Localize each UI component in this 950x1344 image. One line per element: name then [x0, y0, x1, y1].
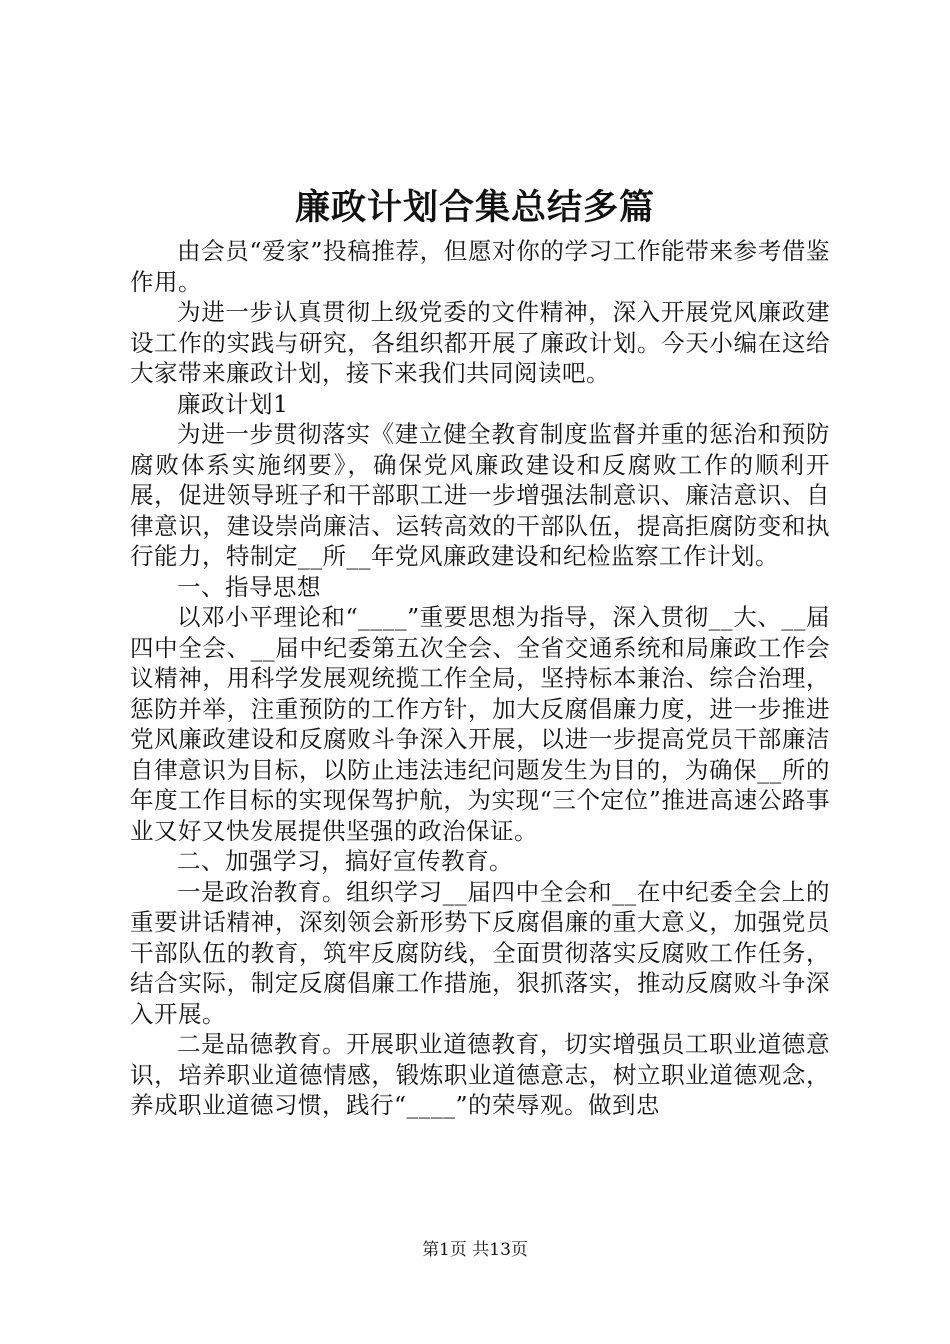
- page-number-footer: 第1页 共13页: [422, 1240, 528, 1260]
- document-body: [130, 210, 830, 1121]
- document-title: 廉政计划合集总结多篇: [294, 187, 655, 228]
- paragraph-moral-education: 二是品德教育。开展职业道德教育，切实增强员工职业道德意识，培养职业道德情感，锻炼职业道德意志，树立职业道德观念，养成职业道德习惯，践行“____”的荣辱观。做到忠: [130, 1030, 830, 1119]
- paragraph-intro: 由会员“爱家”投稿推荐，但愿对你的学习工作能带来参考借鉴作用。: [130, 237, 830, 296]
- section-heading-guiding-thought: 一、指导思想: [177, 572, 321, 601]
- section-heading-plan-1: 廉政计划1: [177, 389, 289, 418]
- section-heading-study: 二、加强学习，搞好宣传教育。: [177, 847, 513, 875]
- paragraph-preface: 为进一步认真贯彻上级党委的文件精神，深入开展党风廉政建设工作的实践与研究，各组织都开展了廉政计划。今天小编在这给大家带来廉政计划，接下来我们共同阅读吧。: [130, 298, 830, 387]
- paragraph-political-education: 一是政治教育。组织学习__届四中全会和__在中纪委全会上的重要讲话精神，深刻领会新形势下反腐倡廉的重大意义，加强党员干部队伍的教育，筑牢反腐防线，全面贯彻落实反腐败工作任务，结合实际，制定反腐倡廉工作措施，狠抓落实，推动反腐败斗争深入开展。: [130, 877, 830, 1028]
- paragraph-guiding-thought: 以邓小平理论和“____”重要思想为指导，深入贯彻__大、__届四中全会、__届中纪委第五次全会、全省交通系统和局廉政工作会议精神，用科学发展观统揽工作全局，坚持标本兼治、综合治理，惩防并举，注重预防的工作方针，加大反腐倡廉力度，进一步推进党风廉政建设和反腐败斗争深入开展，以进一步提高党员干部廉洁自律意识为目标，以防止违法违纪问题发生为目的，为确保__所的年度工作目标的实现保驾护航，为实现“三个定位”推进高速公路事业又好又快发展提供坚强的政治保证。: [130, 603, 830, 845]
- paragraph-plan-purpose: 为进一步贯彻落实《建立健全教育制度监督并重的惩治和预防腐败体系实施纲要》，确保党风廉政建设和反腐败工作的顺利开展，促进领导班子和干部职工进一步增强法制意识、廉洁意识、自律意识，建设崇尚廉洁、运转高效的干部队伍，提高拒腐防变和执行能力，特制定__所__年党风廉政建设和纪检监察工作计划。: [130, 420, 830, 570]
